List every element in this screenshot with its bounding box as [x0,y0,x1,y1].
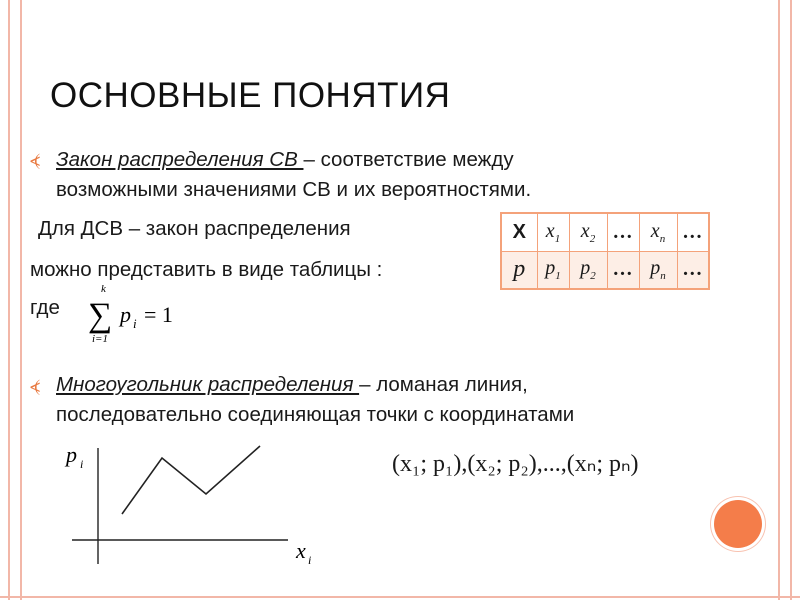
slide-frame-right [778,0,792,600]
table-row-p [501,251,709,289]
definition-text: – ломаная линия, [359,373,528,396]
table-cell: … [677,213,709,251]
bullet-icon: ⦓ [30,150,41,170]
dsv-line2: можно представить в виде таблицы : [30,258,383,281]
table-head-p: p [501,251,537,289]
table-cell: $x_2$ [569,213,607,251]
slide-title: ОСНОВНЫЕ ПОНЯТИЯ [50,76,451,115]
sum-body-sub: i [133,316,137,331]
table-cell: … [607,251,639,289]
term-distribution-law: Закон распределения СВ [56,148,304,171]
dsv-line3: где [30,296,60,319]
definition-law-line1 [56,145,514,174]
sigma-symbol: ∑ [88,297,113,334]
definition-text: – соответствие между [303,148,514,171]
table-row-x [501,213,709,251]
y-axis-label-sub: i [80,457,84,471]
definition-law-line2: возможными значениями СВ и их вероятностями. [56,178,532,201]
table-cell: $x_n$ [639,213,677,251]
dsv-line1: Для ДСВ – закон распределения [38,217,351,240]
sum-rhs: = 1 [144,302,173,327]
points-coordinates-formula: (x₁; p₁),(x₂; p₂),...,(xₙ; pₙ) [392,451,639,477]
polygon-line [122,446,260,514]
table-cell: $p_1$ [537,251,569,289]
table-head-x: X [501,213,537,251]
x-axis-label-sub: i [308,553,312,567]
decorative-circle [714,500,762,548]
sum-body: p [120,302,131,327]
table-cell: $x_1$ [537,213,569,251]
sum-formula [84,282,194,348]
polygon-graph [60,436,330,576]
slide-frame-bottom [0,596,800,598]
table-cell: … [677,251,709,289]
bullet-icon: ⦓ [30,376,41,396]
x-axis-label: x [296,538,306,563]
table-cell: $p_n$ [639,251,677,289]
y-axis-label: p [66,442,77,467]
sum-upper-limit: k [101,283,106,295]
distribution-table [500,212,710,290]
sum-lower-limit: i=1 [92,333,108,345]
definition-polygon-line2: последовательно соединяющая точки с координатами [56,403,575,426]
term-distribution-polygon: Многоугольник распределения [56,373,360,396]
slide-frame-left [8,0,22,600]
table-cell: … [607,213,639,251]
table-cell: $p_2$ [569,251,607,289]
definition-polygon-line1 [56,370,528,399]
